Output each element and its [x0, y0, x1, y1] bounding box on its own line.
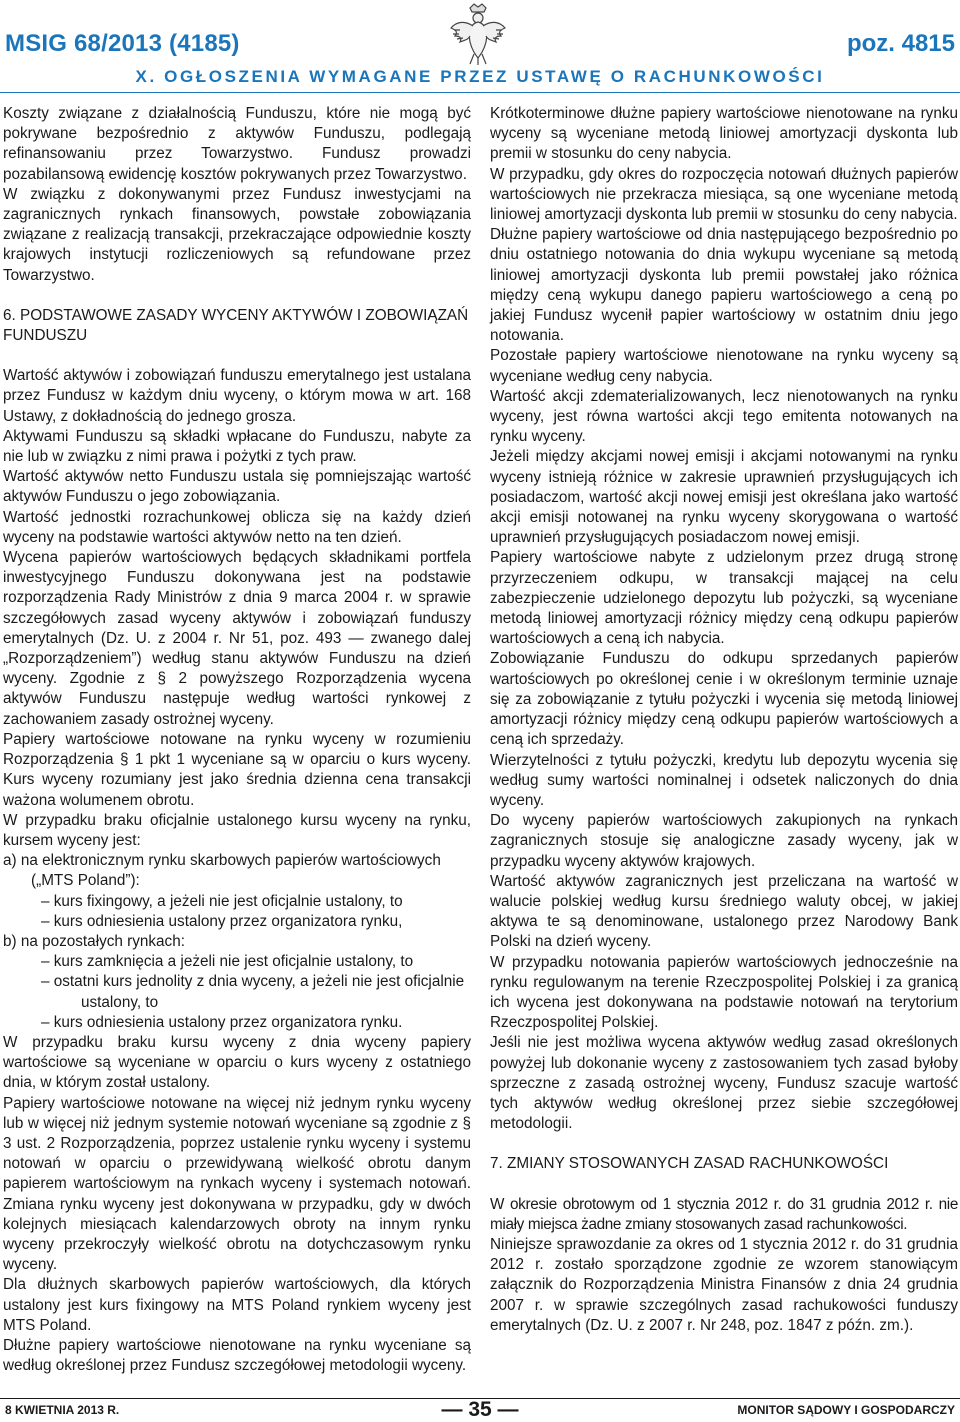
paragraph: W okresie obrotowym od 1 stycznia 2012 r. do 31 grudnia 2012 r. nie miały miejsca żadne zmiany stosowanych zasad rachunkowości. [490, 1195, 958, 1233]
paragraph: Wartość akcji zdematerializowanych, lecz nienotowanych na rynku wyceny, jest równa wartości akcji tego emitenta notowanych na rynku wyceny. [490, 387, 958, 446]
paragraph: Papiery wartościowe notowane na rynku wyceny w rozumieniu Rozporządzenia § 1 pkt 1 wyceniane są w oparciu o kurs wyceny. Kurs wyceny rozumiany jest jako średnia dzienna cena transakcji ważona wolumenem obrotu. [3, 730, 471, 809]
section-heading-7: 7. ZMIANY STOSOWANYCH ZASAD RACHUNKOWOŚCI [490, 1155, 889, 1173]
paragraph: Papiery wartościowe notowane na więcej niż jednym rynku wyceny lub w więcej niż jednym systemie notowań wyceniane są zgodnie z § 3 ust. 2 Rozporządzenia, poprzez ustalenie rynku wyceny i systemu notowań w oparciu o przewidywaną wielkość obrotu danym papierem wartościowym na rynkach wyceny i systemach notowań. Zmiana rynku wyceny jest dokonywana w przypadku, gdy w dwóch kolejnych miesiącach kalendarzowych obroty na innym rynku wyceny przekroczyły wielkość obrotu na dotychczasowym rynku wyceny. [3, 1094, 471, 1274]
section-title: X. OGŁOSZENIA WYMAGANE PRZEZ USTAWĘ O RACHUNKOWOŚCI [135, 67, 825, 86]
paragraph: Dłużne papiery wartościowe nienotowane na rynku wyceniane są według określonej przez Fundusz szczegółowej metodologii wyceny. [3, 1336, 471, 1375]
paragraph: W przypadku braku oficjalnie ustalonego kursu wyceny na rynku, kursem wyceny jest: [3, 811, 471, 849]
paragraph: W przypadku, gdy okres do rozpoczęcia notowań dłużnych papierów wartościowych nie przekracza miesiąca, są one wyceniane metodą liniowej amortyzacji dyskonta lub premii w stosunku do ceny nabycia. [490, 165, 958, 224]
paragraph: Wycena papierów wartościowych będących składnikami portfela inwestycyjnego Funduszu dokonywana jest na podstawie rozporządzenia Rady Ministrów z dnia 9 marca 2004 r. w sprawie szczegółowych zasad wyceny aktywów i zobowiązań funduszy emerytalnych (Dz. U. z 2004 r. Nr 51, poz. 493 — zwanego dalej „Rozporządzeniem”) według stanu aktywów Funduszu na dzień wyceny. Zgodnie z § 2 powyższego Rozporządzenia wycena aktywów Funduszu następuje według wartości rynkowej z zachowaniem zasady ostrożnej wyceny. [3, 549, 471, 728]
paragraph: Zobowiązanie Funduszu do odkupu sprzedanych papierów wartościowych po określonej cenie i w określonym terminie uznaje się za zobowiązanie z tytułu pożyczki i wycenia się metodą liniowej amortyzacji różnicy między ceną odkupu papierów wartościowych a ceną ich sprzedaży. [490, 650, 958, 749]
left-column [3, 104, 471, 1376]
paragraph: W związku z dokonywanymi przez Fundusz inwestycjami na zagranicznych rynkach finansowych, powstałe zobowiązania związane z realizacją transakcji, przekraczające odpowiednie koszty krajowych instytucji rozliczeniowych są refundowane przez Towarzystwo. [3, 185, 471, 284]
paragraph: W przypadku braku kursu wyceny z dnia wyceny papiery wartościowe są wyceniane w oparciu o kurs wyceny z ostatniego dnia, w którym został ustalony. [3, 1033, 471, 1092]
list-subitem: – kurs zamknięcia a jeżeli nie jest oficjalnie ustalony, to [41, 953, 414, 971]
list-subitem: – kurs odniesienia ustalony przez organizatora rynku, [41, 912, 403, 930]
position-number: poz. 4815 [846, 30, 955, 57]
paragraph: Koszty związane z działalnością Funduszu, które nie mogą być pokrywane bezpośrednio z aktywów Funduszu, podlegają refinansowaniu przez Towarzystwo. Fundusz prowadzi pozabilansową ewidencję kosztów pokrywanych przez Towarzystwo. [3, 105, 471, 183]
list-item-b: b) na pozostałych rynkach: [3, 932, 185, 950]
spacer [3, 346, 471, 366]
paragraph: Krótkoterminowe dłużne papiery wartościowe nienotowane na rynku wyceny są wyceniane metodą liniowej amortyzacji dyskonta lub premii w stosunku do ceny nabycia. [490, 105, 958, 163]
paragraph: Wartość aktywów netto Funduszu ustala się pomniejszając wartość aktywów Funduszu o jego zobowiązania. [3, 468, 471, 506]
header-divider [0, 92, 960, 93]
paragraph: W przypadku notowania papierów wartościowych jednocześnie na rynku regulowanym na terenie Rzeczpospolitej Polskiej i za granicą ich wycena jest dokonywana na podstawie notowań na terytorium Rzeczpospolitej Polskiej. [490, 953, 958, 1032]
spacer [3, 286, 471, 306]
list-subitem: – kurs fixingowy, a jeżeli nie jest oficjalnie ustalony, to [41, 892, 403, 910]
footer-date: 8 KWIETNIA 2013 R. [5, 1403, 120, 1417]
issue-number: MSIG 68/2013 (4185) [5, 30, 240, 57]
page-number: — 35 — [441, 1398, 519, 1421]
section-heading-6: 6. PODSTAWOWE ZASADY WYCENY AKTYWÓW I ZOBOWIĄZAŃ FUNDUSZU [3, 306, 469, 345]
paragraph: Dla dłużnych skarbowych papierów wartościowych, dla których ustalony jest kurs fixingowy na MTS Poland rynkiem wyceny jest MTS Poland. [3, 1276, 471, 1334]
paragraph: Jeżeli między akcjami nowej emisji i akcjami notowanymi na rynku wyceny istnieją różnice w zakresie uprawnień przysługujących ich posiadaczom, wartość akcji nowej emisji jest określana jako wartość akcji emisji notowanej na rynku wyceny skorygowana o wartość uprawnień przysługujących posiadaczom nowej emisji. [490, 448, 958, 547]
publication-name: MONITOR SĄDOWY I GOSPODARCZY [737, 1403, 955, 1417]
paragraph: Niniejsze sprawozdanie za okres od 1 stycznia 2012 r. do 31 grudnia 2012 r. zostało sporządzone zgodnie ze wzorem stanowiącym załącznik do Rozporządzenia Ministra Finansów z dnia 24 grudnia 2007 r. w sprawie szczególnych zasad rachukowości funduszy emerytalnych (Dz. U. z 2007 r. Nr 248, poz. 1847 z późn. zm.). [490, 1235, 958, 1334]
paragraph: Wartość aktywów zagranicznych jest przeliczana na wartość w walucie polskiej według kursu średniego waluty obcej, w jakiej aktywa te są denominowane, ustalonego przez Narodowy Bank Polski na dzień wyceny. [490, 872, 958, 951]
polish-eagle-emblem-icon [448, 2, 508, 66]
paragraph: Do wyceny papierów wartościowych zakupionych na rynkach zagranicznych stosuje się analogiczne zasady wyceny, jak w przypadku wyceny aktywów krajowych. [490, 812, 958, 870]
spacer [490, 1175, 958, 1195]
paragraph: Wierzytelności z tytułu pożyczki, kredytu lub depozytu wycenia się według sumy wartości nominalnej i odsetek naliczonych do dnia wyceny. [490, 751, 958, 809]
paragraph: Wartość jednostki rozrachunkowej oblicza się na każdy dzień wyceny na podstawie wartości aktywów netto na ten dzień. [3, 508, 471, 546]
paragraph: Aktywami Funduszu są składki wpłacane do Funduszu, nabyte za nie lub w związku z nimi prawa i pożytki z tych praw. [3, 427, 471, 466]
paragraph: Wartość aktywów i zobowiązań funduszu emerytalnego jest ustalana przez Fundusz w każdym dniu wyceny, o którym mowa w art. 168 Ustawy, z dokładnością do jednego grosza. [3, 367, 471, 425]
paragraph: Dłużne papiery wartościowe od dnia następującego bezpośrednio po dniu ostatniego notowania do dnia wykupu wyceniane są metodą liniowej amortyzacji dyskonta lub premii powstałej jako różnica między ceną wykupu danego papieru wartościowego a ceną po jakiej Fundusz wycenił papier wartościowy w ostatnim dniu jego notowania. [490, 226, 958, 345]
list-subitem: – kurs odniesienia ustalony przez organizatora rynku. [41, 1013, 403, 1031]
spacer [490, 1134, 958, 1154]
right-column [490, 104, 958, 1336]
list-item-a: a) na elektronicznym rynku skarbowych papierów wartościowych („MTS Poland”): [3, 852, 441, 890]
paragraph: Pozostałe papiery wartościowe nienotowane na rynku wyceny są wyceniane według ceny nabycia. [490, 347, 958, 385]
list-subitem: – ostatni kurs jednolity z dnia wyceny, a jeżeli nie jest oficjalnie ustalony, to [41, 973, 465, 1011]
paragraph: Jeśli nie jest możliwa wycena aktywów według zasad określonych powyżej lub dokonanie wyceny z zastosowaniem tych zasad byłoby sprzeczne z zasadą ostrożnej wyceny, Fundusz szacuje wartość tych aktywów według określonej przez siebie szczegółowej metodologii. [490, 1034, 958, 1133]
paragraph: Papiery wartościowe nabyte z udzielonym przez drugą stronę przyrzeczeniem odkupu, w transakcji mającej na celu zabezpieczenie udzielonego depozytu lub pożyczki, są wyceniane metodą liniowej amortyzacji różnicy między ceną odkupu papierów wartościowych a ceną ich nabycia. [490, 549, 958, 648]
